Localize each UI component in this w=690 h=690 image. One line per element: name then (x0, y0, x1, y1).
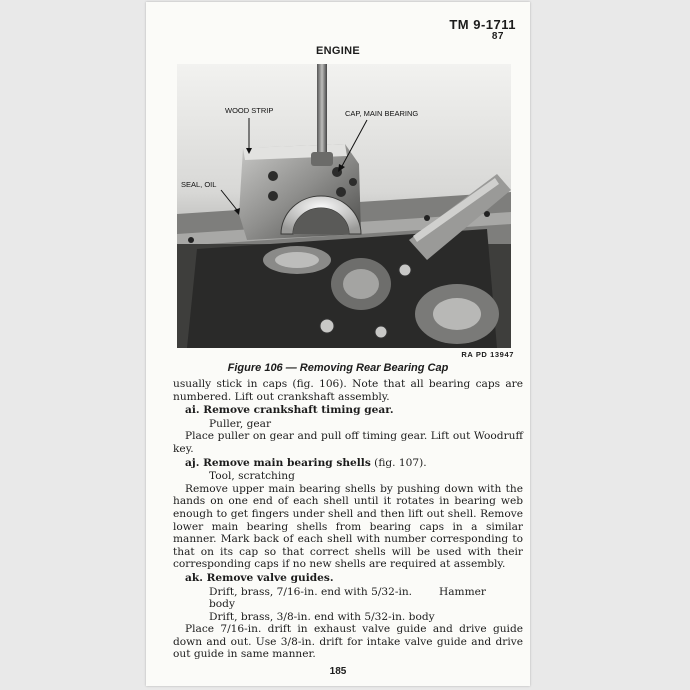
tm-header (449, 18, 516, 43)
paragraph-continuation: usually stick in caps (fig. 106). Note that all bearing caps are numbered. Lift out crankshaft assembly. (173, 378, 523, 403)
step-aj-ref: (fig. 107). (370, 456, 427, 469)
page-number: 185 (329, 666, 347, 677)
ra-pd-number: RA PD 13947 (461, 350, 514, 359)
step-aj-heading: aj. Remove main bearing shells (185, 456, 371, 469)
paragraph-number: 87 (491, 31, 504, 42)
figure-caption: Figure 106 — Removing Rear Bearing Cap (227, 362, 449, 374)
callout-cap-main-bearing: CAP, MAIN BEARING (345, 109, 419, 118)
engine-photo (177, 64, 511, 348)
step-ak-heading: ak. Remove valve guides. (185, 571, 334, 584)
tm-number: TM 9-1711 (449, 17, 516, 32)
step-ak-tool-row-1 (209, 586, 523, 611)
step-aj-heading-line (185, 457, 523, 470)
callout-wood-strip: WOOD STRIP (225, 106, 274, 115)
body-text (173, 378, 523, 661)
step-ak-tool-2: Drift, brass, 3/8-in. end with 5/32-in. body (209, 610, 435, 623)
step-ak-tool-1-extra: Hammer (439, 585, 486, 598)
step-ai-heading: ai. Remove crankshaft timing gear. (185, 404, 394, 417)
manual-page (146, 2, 530, 686)
running-head: ENGINE (316, 45, 360, 57)
step-ak-tool-1: Drift, brass, 7/16-in. end with 5/32-in. body (209, 585, 413, 611)
step-aj-tool: Tool, scratching (209, 470, 295, 483)
step-ai-tool: Puller, gear (209, 417, 272, 430)
callout-seal-oil: SEAL, OIL (181, 180, 217, 189)
step-ai-text: Place puller on gear and pull off timing gear. Lift out Woodruff key. (173, 430, 523, 455)
step-ak-text: Place 7/16-in. drift in exhaust valve guide and drive guide down and out. Use 3/8-in. drift for intake valve guide and drive out guide in same manner. (173, 623, 523, 661)
step-aj-text: Remove upper main bearing shells by pushing down with the hands on one end of each shell until it rotates in bearing web enough to get fingers under shell and then lift out shell. Remove lower main bearing shells from bearing caps in a similar manner. Mark back of each shell with number corresponding to that on its cap so that correct shells will be used with their corresponding caps if no new shells are required at assembly. (173, 482, 523, 571)
